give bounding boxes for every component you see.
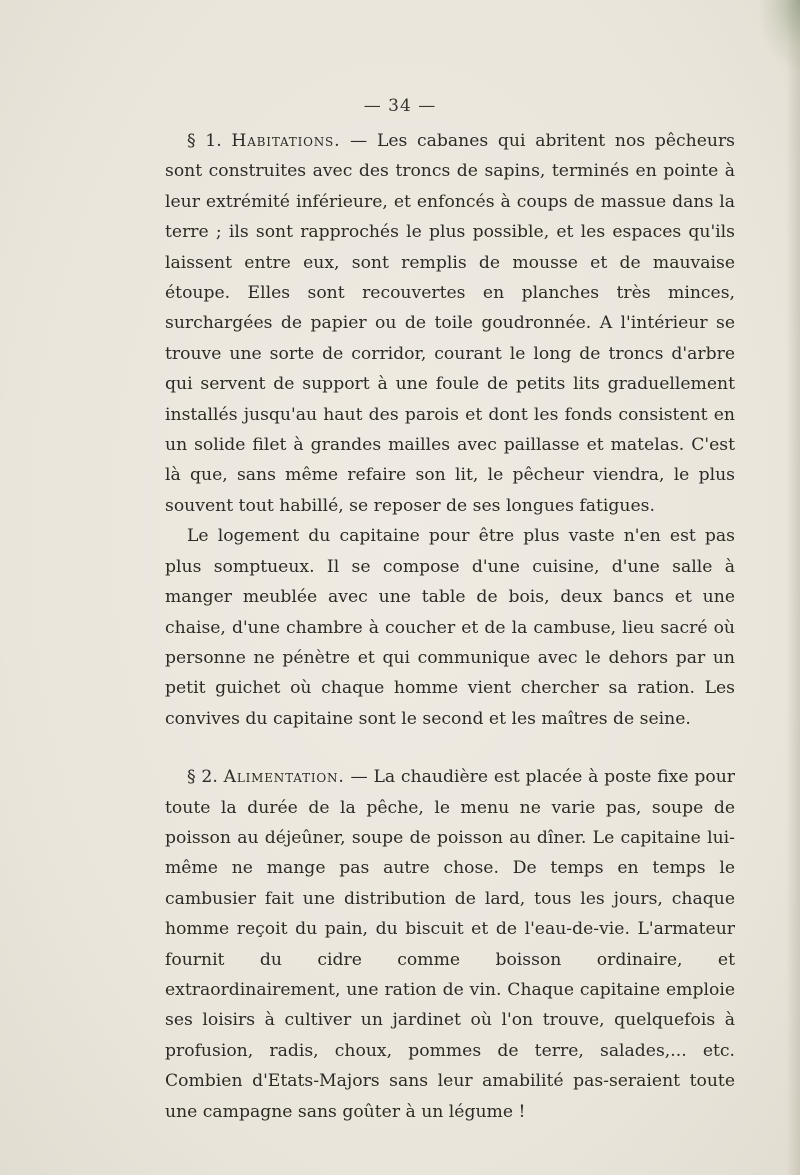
- section-2-heading: Alimentation.: [223, 767, 345, 788]
- section-2-paragraph: [165, 762, 735, 1127]
- section-1-heading: Habitations.: [231, 131, 341, 151]
- section-2-text: La chaudière est placée à poste fixe pour toute la durée de la pêche, le menu ne varie pas, soupe de poisson au déjeûner, soupe de poisson au dîner. Le capitaine lui-même ne mange pas autre chose. De temps en temps le cambusier fait une distribution de lard, tous les jours, chaque homme reçoit du pain, du biscuit et de l'eau-de-vie. L'armateur fournit du cidre comme boisson ordinaire, et extraordinairement, une ration de vin. Chaque capitaine emploie ses loisirs à cultiver un jardinet où l'on trouve, quelquefois à profusion, radis, choux, pommes de terre, salades,... etc. Combien d'Etats-Majors sans leur amabilité pas-seraient toute une campagne sans goûter à un légume !: [165, 767, 735, 1122]
- section-1-text: Les cabanes qui abritent nos pêcheurs sont construites avec des troncs de sapins, terminés en pointe à leur extrémité inférieure, et enfoncés à coups de massue dans la terre ; ils sont rapprochés le plus possible, et les espaces qu'ils laissent entre eux, sont remplis de mousse et de mauvaise étoupe. Elles sont recouvertes en planches très minces, surchargées de papier ou de toile goudronnée. A l'intérieur se trouve une sorte de corridor, courant le long de troncs d'arbre qui servent de support à une foule de petits lits graduellement installés jusqu'au haut des parois et dont les fonds consistent en un solide filet à grandes mailles avec paillasse et matelas. C'est là que, sans même refaire son lit, le pêcheur viendra, le plus souvent tout habillé, se reposer de ses longues fatigues.: [165, 131, 735, 516]
- section-divider-space: [165, 734, 735, 762]
- page-corner-stain: [760, 0, 800, 70]
- body-text: [165, 126, 735, 1127]
- page-number: — 34 —: [363, 96, 437, 116]
- section-2-marker: § 2.: [187, 767, 224, 788]
- section-1-paragraph: [165, 126, 735, 521]
- section-2-dash: —: [344, 767, 374, 788]
- section-1-paragraph-2: Le logement du capitaine pour être plus vaste n'en est pas plus somptueux. Il se compose d'une cuisine, d'une salle à manger meublée avec une table de bois, deux bancs et une chaise, d'une chambre à coucher et de la cambuse, lieu sacré où personne ne pénètre et qui communique avec le dehors par un petit guichet où chaque homme vient chercher sa ration. Les convives du capitaine sont le second et les maîtres de seine.: [165, 526, 735, 729]
- section-1-dash: —: [340, 131, 377, 151]
- page-edge-shadow: [786, 0, 800, 1175]
- section-1-marker: § 1.: [187, 131, 232, 151]
